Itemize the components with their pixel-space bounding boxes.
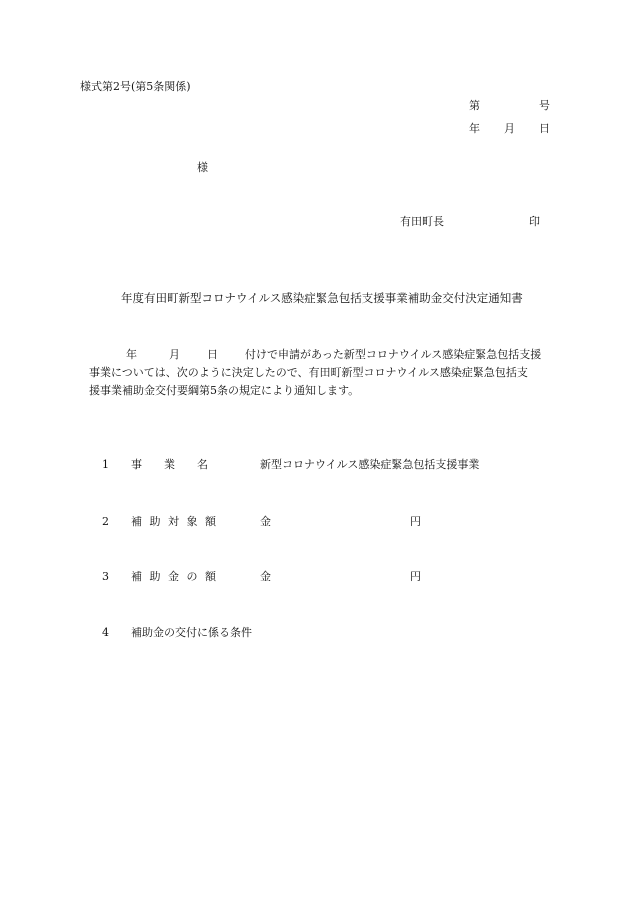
form-label: 様式第2号(第5条関係) <box>80 80 191 93</box>
item-value: 金 <box>260 570 271 583</box>
issuer-seal: 印 <box>529 215 540 228</box>
issue-date-day: 日 <box>539 122 550 135</box>
item-number: 1 <box>102 458 109 471</box>
body-date-month: 月 <box>169 348 180 361</box>
body-date-day: 日 <box>207 348 218 361</box>
body-text-line: 援事業補助金交付要綱第5条の規定により通知します。 <box>89 384 360 397</box>
recipient-honorific: 様 <box>197 161 208 174</box>
item-value: 金 <box>260 515 271 528</box>
item-value: 新型コロナウイルス感染症緊急包括支援事業 <box>260 458 480 471</box>
document-title: 年度有田町新型コロナウイルス感染症緊急包括支援事業補助金交付決定通知書 <box>121 291 523 305</box>
item-number: 2 <box>102 515 109 528</box>
item-number: 3 <box>102 570 109 583</box>
item-number: 4 <box>102 626 109 639</box>
issue-date-month: 月 <box>504 122 515 135</box>
body-text-line: 事業については、次のように決定したので、有田町新型コロナウイルス感染症緊急包括支 <box>89 366 528 379</box>
item-label: 補助金の額 <box>131 570 224 583</box>
issue-date-year: 年 <box>469 122 480 135</box>
body-date-year: 年 <box>126 348 137 361</box>
doc-number-suffix: 号 <box>539 99 550 112</box>
item-unit: 円 <box>410 570 421 583</box>
item-label: 補助金の交付に係る条件 <box>131 626 252 639</box>
doc-number-prefix: 第 <box>469 99 480 112</box>
issuer-title: 有田町長 <box>400 215 444 228</box>
item-label: 補助対象額 <box>131 515 224 528</box>
body-text-line: 付けで申請があった新型コロナウイルス感染症緊急包括支援 <box>245 348 542 361</box>
item-unit: 円 <box>410 515 421 528</box>
item-label: 事業名 <box>131 458 230 471</box>
